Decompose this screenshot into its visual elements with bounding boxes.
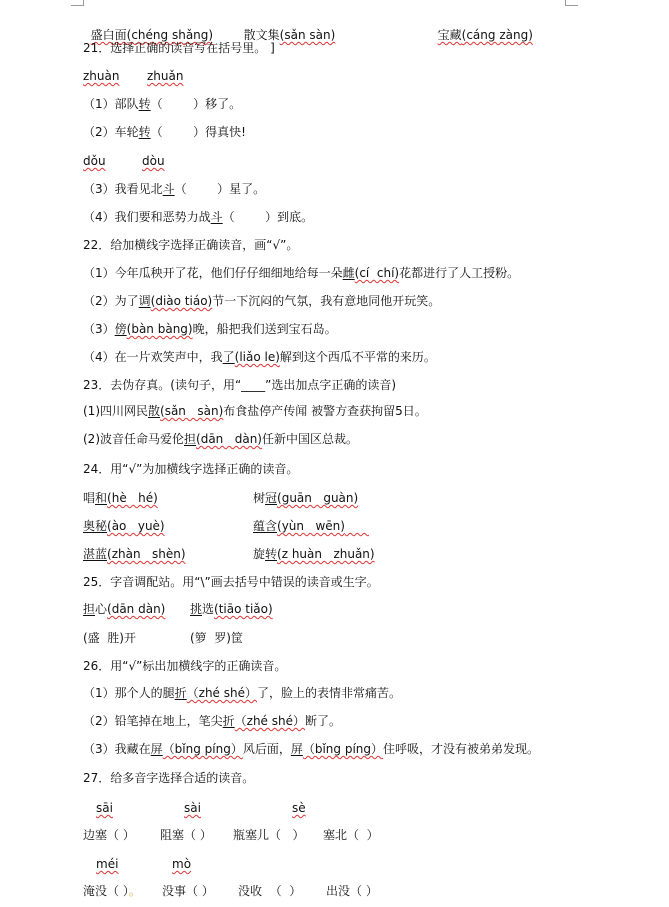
q27-pinyin-2: sài (184, 801, 201, 815)
q25-word-2: 挑选(tiāo tiǎo) (190, 602, 273, 616)
top-line-3 (430, 11, 533, 43)
q21-sentence-1: （1）部队转（ ）移了。 (83, 97, 242, 111)
word-3: 宝藏 (437, 28, 462, 42)
pinyin-2: (sǎn sàn) (279, 28, 336, 42)
top-line (83, 11, 213, 43)
pinyin-1: (chéng shǎng) (126, 28, 214, 42)
q27-pinyin-5: mò (172, 857, 192, 871)
word-1: 盛白面 (90, 28, 127, 42)
q24-item-b3: 旋转(z huàn zhuǎn) (253, 547, 375, 561)
q22-sentence-2: （2）为了调(diào tiáo)节一下沉闷的气氛，我有意地同他开玩笑。 (83, 294, 441, 308)
q25-row-2: (箩 罗)筐 (190, 631, 243, 645)
q21-title: 21．选择正确的读音写在括号里。 ] (83, 41, 275, 55)
q22-sentence-3: （3）傍(bàn bàng)晚，船把我们送到宝石岛。 (83, 322, 337, 336)
q24-title: 24．用“√”为加横线字选择正确的读音。 (83, 462, 299, 476)
q27-word-3: 瓶塞儿（ ） (233, 828, 305, 842)
q26-sentence-3: （3）我藏在屏（bǐng píng）风后面，屏（bǐng píng）住呼吸，才没有被弟弟发现。 (83, 742, 540, 756)
q27-pinyin-1: sāi (96, 801, 113, 815)
q27-word-1: 边塞（ ） (83, 828, 135, 842)
q25-title: 25．字音调配站。用“\”画去括号中错误的读音或生字。 (83, 575, 379, 589)
q25-row-1: (盛 胜)开 (83, 631, 136, 645)
q21-pinyin-3: dǒu (83, 154, 106, 168)
q27-title: 27．给多音字选择合适的读音。 (83, 771, 255, 785)
q22-sentence-4: （4）在一片欢笑声中，我了(liǎo le)解到这个西瓜不平常的来历。 (83, 350, 436, 364)
q24-item-a3: 湛蓝(zhàn shèn) (83, 547, 186, 561)
page-corner-mark-right (565, 0, 578, 6)
q21-pinyin-1: zhuàn (83, 69, 120, 83)
q26-sentence-1: （1）那个人的腿折（zhé shé）了，脸上的表情非常痛苦。 (83, 686, 402, 700)
q24-item-b1: 树冠(guān guàn) (253, 491, 359, 505)
q23-sentence-1: (1)四川网民散(sǎn sàn)布食盐停产传闻 被警方查获拘留5日。 (83, 404, 427, 418)
q26-title: 26．用“√”标出加横线字的正确读音。 (83, 659, 287, 673)
q22-title: 22．给加横线字选择正确读音，画“√”。 (83, 238, 299, 252)
q24-item-b2: 蕴含(yùn wēn) (253, 519, 345, 533)
q23-title: 23．去伪存真。(读句子，用“____”选出加点字正确的读音) (83, 378, 397, 392)
q27-word-4: 塞北（ ） (323, 828, 379, 842)
page-corner-mark-left (71, 0, 84, 6)
q24-item-a2: 奥秘(ào yuè) (83, 519, 165, 533)
pinyin-3: (cáng zàng) (461, 28, 533, 42)
q21-sentence-4: （4）我们要和恶势力战斗（ ）到底。 (83, 210, 314, 224)
q26-sentence-2: （2）铅笔掉在地上，笔尖折（zhé shé）断了。 (83, 714, 342, 728)
q22-sentence-1: （1）今年瓜秧开了花，他们仔仔细细地给每一朵雌(cí chí)花都进行了人工授粉。 (83, 266, 520, 280)
q27-word-7: 没收 （ ） (238, 884, 302, 898)
q25-word-1: 担心(dān dàn) (83, 602, 166, 616)
q27-pinyin-4: méi (96, 857, 119, 871)
q27-word-5: 淹没（ ）。 (83, 884, 141, 898)
q27-word-8: 出没（ ） (326, 884, 378, 898)
word-2: 散文集 (243, 28, 280, 42)
q27-word-2: 阻塞（ ） (160, 828, 212, 842)
q21-pinyin-2: zhuǎn (147, 69, 184, 83)
q24-item-a1: 唱和(hè hé) (83, 491, 158, 505)
q21-pinyin-4: dòu (142, 154, 165, 168)
q23-sentence-2: (2)波音任命马爱伦担(dān dàn)任新中国区总裁。 (83, 432, 358, 446)
q27-word-6: 没事（ ） (162, 884, 214, 898)
top-line-2 (236, 11, 335, 43)
q21-sentence-2: （2）车轮转（ ）得真快! (83, 125, 246, 139)
q21-sentence-3: （3）我看见北斗（ ）星了。 (83, 182, 266, 196)
q27-pinyin-3: sè (292, 801, 306, 815)
